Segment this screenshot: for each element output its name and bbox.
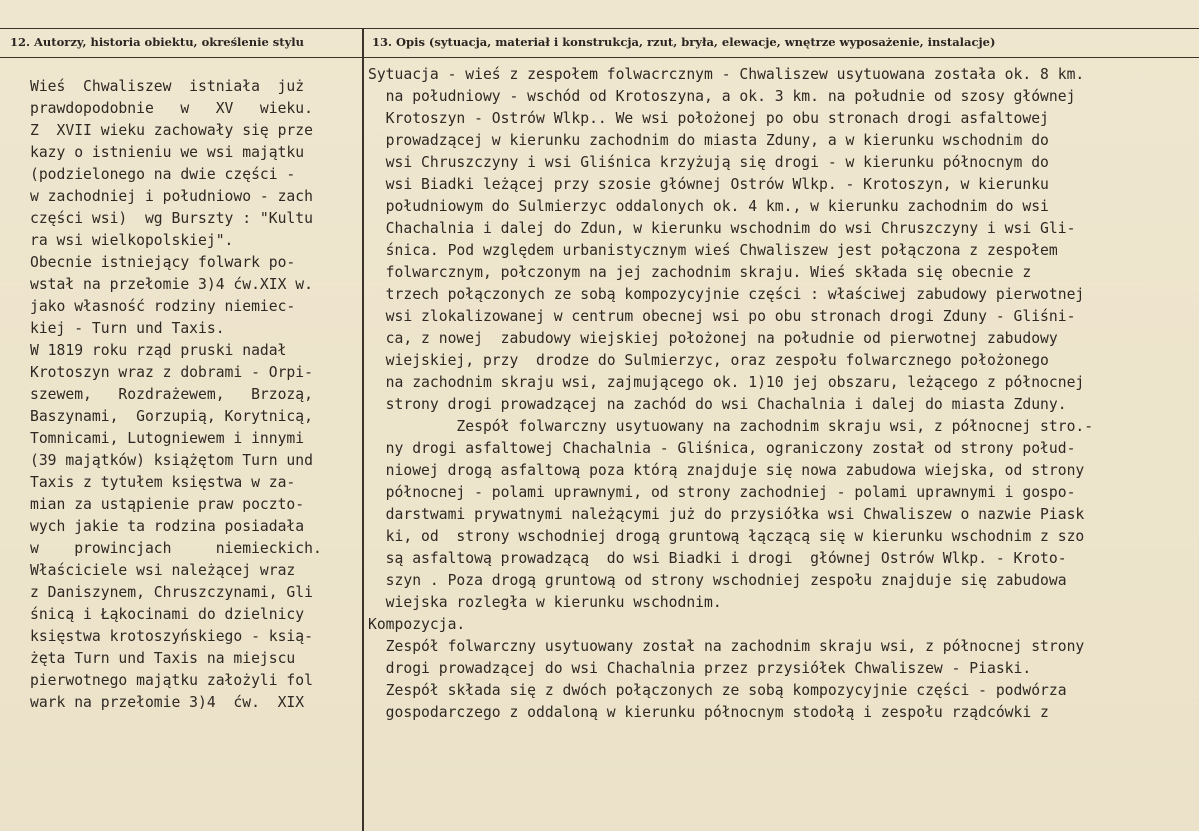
description-line: na zachodnim skraju wsi, zajmującego ok. 1)10 jej obszaru, leżącego z północnej [368, 374, 1085, 391]
history-line: księstwa krotoszyńskiego - ksią- [30, 628, 313, 645]
description-line: wiejskiej, przy drodze do Sulmierzyc, oraz zespołu folwarcznego położonego [368, 352, 1049, 369]
description-line: wiejska rozległa w kierunku wschodnim. [368, 594, 722, 611]
history-line: wych jakie ta rodzina posiadała [30, 518, 305, 535]
history-line: żęta Turn und Taxis na miejscu [30, 650, 296, 667]
section-12-header: 12. Autorzy, historia obiektu, określenie stylu [10, 35, 304, 49]
history-line: Krotoszyn wraz z dobrami - Orpi- [30, 364, 313, 381]
description-line: Zespół składa się z dwóch połączonych ze sobą kompozycyjnie części - podwórza [368, 682, 1067, 699]
description-text-column [368, 64, 1188, 724]
history-line: części wsi) wg Burszty : "Kultu [30, 210, 313, 227]
description-line: trzech połączonych ze sobą kompozycyjnie części : właściwej zabudowy pierwotnej [368, 286, 1085, 303]
description-line: darstwami prywatnymi należącymi już do przysiółka wsi Chwaliszew o nazwie Piask [368, 506, 1085, 523]
history-line: mian za ustąpienie praw poczto- [30, 496, 305, 513]
description-line: ca, z nowej zabudowy wiejskiej położonej na południe od pierwotnej zabudowy [368, 330, 1058, 347]
description-line: prowadzącej w kierunku zachodnim do miasta Zduny, a w kierunku wschodnim do [368, 132, 1049, 149]
description-line: są asfaltową prowadzącą do wsi Biadki i drogi głównej Ostrów Wlkp. - Kroto- [368, 550, 1067, 567]
history-line: pierwotnego majątku założyli fol [30, 672, 313, 689]
description-line: Chachalnia i dalej do Zdun, w kierunku wschodnim do wsi Chruszczyny i wsi Gli- [368, 220, 1076, 237]
description-line: ki, od strony wschodniej drogą gruntową łączącą się w kierunku wschodnim z szo [368, 528, 1085, 545]
description-line: folwarcznym, połczonym na jej zachodnim skraju. Wieś składa się obecnie z [368, 264, 1032, 281]
description-line: Sytuacja - wieś z zespołem folwacrcznym - Chwaliszew usytuowana została ok. 8 km. [368, 66, 1085, 83]
description-line: Zespół folwarczny usytuowany na zachodnim skraju wsi, z północnej stro.- [368, 418, 1094, 435]
description-line: gospodarczego z oddaloną w kierunku północnym stodołą i zespołu rządcówki z [368, 704, 1049, 721]
history-line: wark na przełomie 3)4 ćw. XIX [30, 694, 305, 711]
history-line: Baszynami, Gorzupią, Korytnicą, [30, 408, 313, 425]
history-line: Wieś Chwaliszew istniała już [30, 78, 305, 95]
history-text-column [30, 76, 355, 714]
history-line: Taxis z tytułem księstwa w za- [30, 474, 296, 491]
history-line: (podzielonego na dwie części - [30, 166, 296, 183]
description-line: śnica. Pod względem urbanistycznym wieś Chwaliszew jest połączona z zespołem [368, 242, 1058, 259]
description-line: północnej - polami uprawnymi, od strony zachodniej - polami uprawnymi i gospo- [368, 484, 1076, 501]
history-line: W 1819 roku rząd pruski nadał [30, 342, 287, 359]
history-line: prawdopodobnie w XV wieku. [30, 100, 313, 117]
history-line: kiej - Turn und Taxis. [30, 320, 225, 337]
column-divider [362, 28, 364, 831]
history-line: z Daniszynem, Chruszczynami, Gli [30, 584, 313, 601]
history-line: śnicą i Łąkocinami do dzielnicy [30, 606, 305, 623]
description-line: wsi zlokalizowanej w centrum obecnej wsi po obu stronach drogi Zduny - Gliśni- [368, 308, 1076, 325]
history-line: Z XVII wieku zachowały się prze [30, 122, 313, 139]
description-line: niowej drogą asfaltową poza którą znajduje się nowa zabudowa wiejska, od strony [368, 462, 1085, 479]
description-line: wsi Chruszczyny i wsi Gliśnica krzyżują się drogi - w kierunku północnym do [368, 154, 1049, 171]
top-rule [0, 28, 1199, 29]
history-line: Właściciele wsi należącej wraz [30, 562, 296, 579]
description-line: na południowy - wschód od Krotoszyna, a ok. 3 km. na południe od szosy głównej [368, 88, 1076, 105]
history-line: w prowincjach niemieckich. [30, 540, 322, 557]
description-line: południowym do Sulmierzyc oddalonych ok. 4 km., w kierunku zachodnim do wsi [368, 198, 1049, 215]
history-line: w zachodniej i południowo - zach [30, 188, 313, 205]
history-line: kazy o istnieniu we wsi majątku [30, 144, 305, 161]
history-line: Tomnicami, Lutogniewem i innymi [30, 430, 305, 447]
description-line: ny drogi asfaltowej Chachalnia - Gliśnica, ograniczony został od strony połud- [368, 440, 1076, 457]
description-line: drogi prowadzącej do wsi Chachalnia przez przysiółek Chwaliszew - Piaski. [368, 660, 1032, 677]
description-line: szyn . Poza drogą gruntową od strony wschodniej zespołu znajduje się zabudowa [368, 572, 1067, 589]
history-line: jako własność rodziny niemiec- [30, 298, 296, 315]
description-line: strony drogi prowadzącej na zachód do wsi Chachalnia i dalej do miasta Zduny. [368, 396, 1067, 413]
section-13-header: 13. Opis (sytuacja, materiał i konstrukcja, rzut, bryła, elewacje, wnętrze wyposażenie, instalacje) [372, 35, 996, 49]
history-line: Obecnie istniejący folwark po- [30, 254, 296, 271]
description-line: wsi Biadki leżącej przy szosie głównej Ostrów Wlkp. - Krotoszyn, w kierunku [368, 176, 1049, 193]
description-line: Krotoszyn - Ostrów Wlkp.. We wsi położonej po obu stronach drogi asfaltowej [368, 110, 1049, 127]
history-line: wstał na przełomie 3)4 ćw.XIX w. [30, 276, 313, 293]
header-rule [0, 57, 1199, 58]
history-line: ra wsi wielkopolskiej". [30, 232, 234, 249]
description-line: Zespół folwarczny usytuowany został na zachodnim skraju wsi, z północnej strony [368, 638, 1085, 655]
history-line: szewem, Rozdrażewem, Brzozą, [30, 386, 313, 403]
description-line: Kompozycja. [368, 616, 466, 633]
history-line: (39 majątków) książętom Turn und [30, 452, 313, 469]
